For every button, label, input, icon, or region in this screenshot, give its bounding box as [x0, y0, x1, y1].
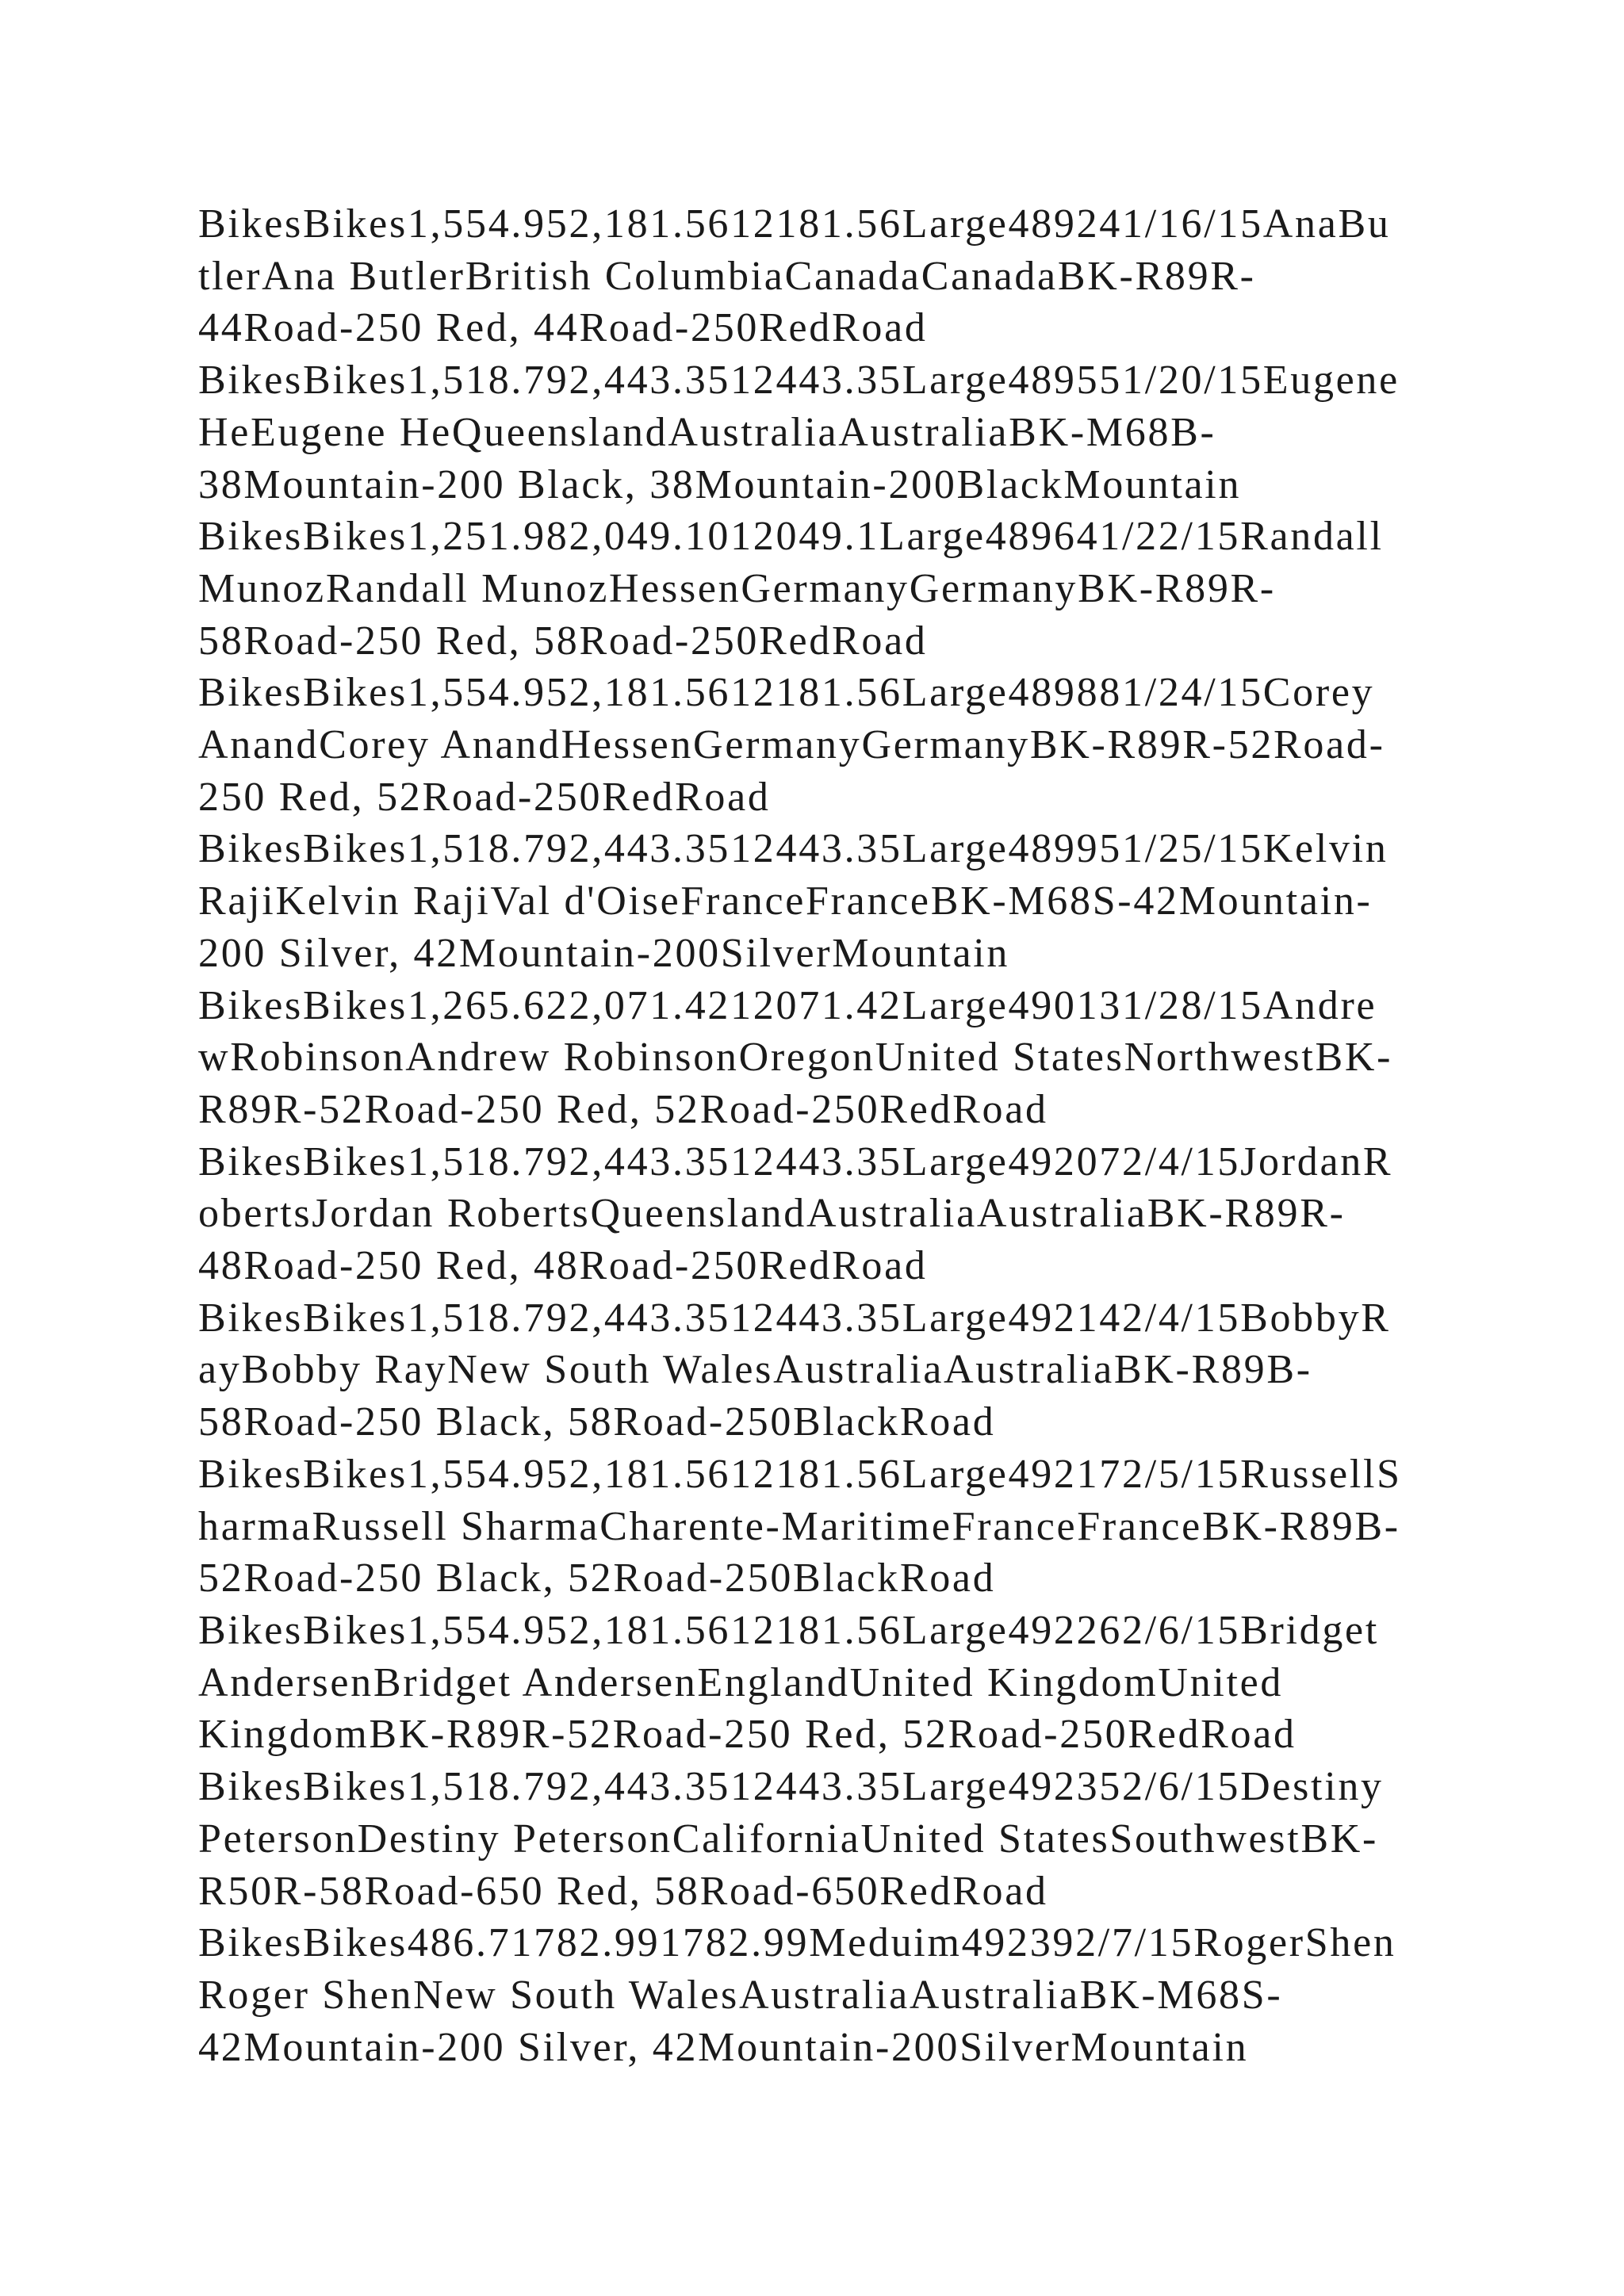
text-line: 42Mountain-200 Silver, 42Mountain-200SilverMountain — [198, 2024, 1249, 2070]
text-line: 58Road-250 Black, 58Road-250BlackRoad — [198, 1399, 996, 1445]
text-line: HeEugene HeQueenslandAustraliaAustraliaBK-M68B- — [198, 409, 1216, 455]
text-line: AnandCorey AnandHessenGermanyGermanyBK-R89R-52Road- — [198, 722, 1385, 768]
text-line: wRobinsonAndrew RobinsonOregonUnited StatesNorthwestBK- — [198, 1035, 1393, 1081]
text-line: BikesBikes1,554.952,181.5612181.56Large489881/24/15Corey — [198, 670, 1375, 716]
text-line: RajiKelvin RajiVal d'OiseFranceFranceBK-M68S-42Mountain- — [198, 878, 1373, 924]
text-line: BikesBikes1,265.622,071.4212071.42Large490131/28/15Andre — [198, 982, 1377, 1028]
text-line: 52Road-250 Black, 52Road-250BlackRoad — [198, 1556, 996, 1601]
text-line: R50R-58Road-650 Red, 58Road-650RedRoad — [198, 1868, 1048, 1914]
text-line: 200 Silver, 42Mountain-200SilverMountain — [198, 930, 1010, 976]
text-line: ayBobby RayNew South WalesAustraliaAustraliaBK-R89B- — [198, 1347, 1312, 1393]
text-line: BikesBikes1,251.982,049.1012049.1Large489641/22/15Randall — [198, 514, 1384, 560]
text-line: BikesBikes1,518.792,443.3512443.35Large492142/4/15BobbyR — [198, 1295, 1391, 1341]
text-line: BikesBikes1,518.792,443.3512443.35Large489951/25/15Kelvin — [198, 826, 1388, 872]
text-line: BikesBikes1,554.952,181.5612181.56Large492262/6/15Bridget — [198, 1607, 1379, 1653]
text-line: Roger ShenNew South WalesAustraliaAustraliaBK-M68S- — [198, 1972, 1283, 2018]
text-line: AndersenBridget AndersenEnglandUnited KingdomUnited — [198, 1659, 1284, 1705]
text-line: BikesBikes1,554.952,181.5612181.56Large492172/5/15RussellS — [198, 1451, 1402, 1497]
text-line: BikesBikes1,554.952,181.5612181.56Large489241/16/15AnaBu — [198, 201, 1391, 247]
body-text — [198, 198, 1467, 2073]
text-line: PetersonDestiny PetersonCaliforniaUnited StatesSouthwestBK- — [198, 1816, 1379, 1862]
text-line: BikesBikes1,518.792,443.3512443.35Large492352/6/15Destiny — [198, 1764, 1384, 1810]
text-line: 58Road-250 Red, 58Road-250RedRoad — [198, 618, 928, 664]
text-line: tlerAna ButlerBritish ColumbiaCanadaCanadaBK-R89R- — [198, 253, 1256, 299]
text-line: R89R-52Road-250 Red, 52Road-250RedRoad — [198, 1086, 1048, 1132]
text-line: harmaRussell SharmaCharente-MaritimeFranceFranceBK-R89B- — [198, 1503, 1400, 1549]
text-line: 250 Red, 52Road-250RedRoad — [198, 774, 771, 820]
text-line: BikesBikes486.71782.991782.99Meduim492392/7/15RogerShen — [198, 1920, 1396, 1966]
text-line: obertsJordan RobertsQueenslandAustraliaAustraliaBK-R89R- — [198, 1191, 1346, 1237]
text-line: BikesBikes1,518.792,443.3512443.35Large489551/20/15Eugene — [198, 358, 1400, 404]
text-line: BikesBikes1,518.792,443.3512443.35Large492072/4/15JordanR — [198, 1138, 1393, 1184]
text-line: 38Mountain-200 Black, 38Mountain-200BlackMountain — [198, 461, 1242, 507]
text-line: 44Road-250 Red, 44Road-250RedRoad — [198, 305, 928, 351]
text-line: 48Road-250 Red, 48Road-250RedRoad — [198, 1243, 928, 1289]
text-line: KingdomBK-R89R-52Road-250 Red, 52Road-250RedRoad — [198, 1712, 1297, 1758]
text-line: MunozRandall MunozHessenGermanyGermanyBK-R89R- — [198, 565, 1276, 611]
